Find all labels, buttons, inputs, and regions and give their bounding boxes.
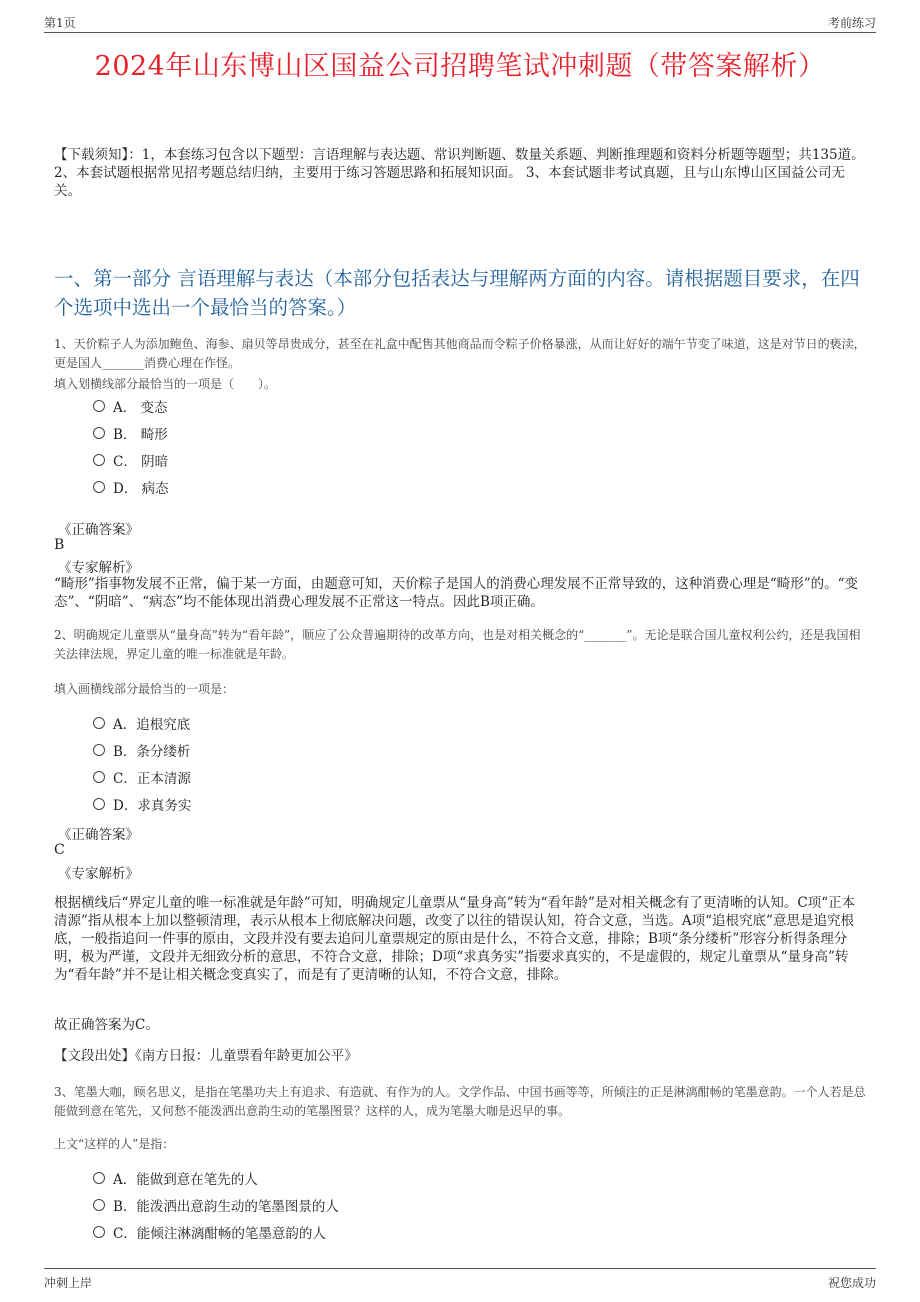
q2-analysis-label: 《专家解析》 (58, 866, 139, 882)
page-footer (44, 1268, 876, 1297)
radio-icon[interactable] (93, 1226, 105, 1238)
header-tag: 考前练习 (827, 16, 876, 30)
question-1-stem: 1、天价粽子人为添加鲍鱼、海参、扇贝等昂贵成分，甚至在礼盒中配售其他商品而令粽子价格暴涨，从而让好好的端午节变了味道，这是对节日的亵渎，更是国人_______消费心理在作怪。 (54, 337, 866, 370)
question-2-stem: 2、明确规定儿童票从“量身高”转为“看年龄”，顺应了公众普遍期待的改革方向，也是对相关概念的“_______”。无论是联合国儿童权利公约，还是我国相关法律法规，界定儿童的唯一标准就是年龄。 (54, 628, 861, 661)
footer-right-text: 祝您成功 (827, 1276, 876, 1290)
question-3-stem: 3、笔墨大咖，顾名思义，是指在笔墨功夫上有追求、有造就、有作为的人。文学作品、中国书画等等，所倾注的正是淋漓酣畅的笔墨意韵。一个人若是总能做到意在笔先，又何愁不能泼洒出意韵生动的笔墨图景？这样的人，成为笔墨大咖是迟早的事。 (54, 1085, 866, 1118)
q1-analysis-label: 《专家解析》 (58, 560, 139, 576)
q2-answer-label: 《正确答案》 (58, 827, 139, 843)
section-heading: 一、第一部分 言语理解与表达（本部分包括表达与理解两方面的内容。请根据题目要求，在四个选项中选出一个最恰当的答案。） (54, 267, 860, 319)
download-notice: 【下载须知】：1，本套练习包含以下题型：言语理解与表达题、常识判断题、数量关系题、判断推理题和资料分析题等题型；共135道。 2、本套试题根据常见招考题总结归纳，主要用于练习答题思路和拓展知识面。 3、本套试题非考试真题，且与山东博山区国益公司无关。 (54, 147, 865, 199)
question-1-prompt: 填入划横线部分最恰当的一项是（ ）。 (54, 377, 277, 391)
radio-icon[interactable] (93, 798, 105, 810)
q2-analysis: 根据横线后“界定儿童的唯一标准就是年龄”可知，明确规定儿童票从“量身高”转为“看年龄”是对相关概念有了更清晰的认知。C项“正本清源”指从根本上加以整顿清理，表示从根本上彻底解决问题，改变了以往的错误认知，符合文意，当选。A项“追根究底”意思是追究根底，一般指追问一件事的原由，文段并没有要去追问儿童票规定的原由是什么，不符合文意，排除；B项“条分缕析”形容分析得条理分明，极为严谨，文段并无细致分析的意思，不符合文意，排除；D项“求真务实”指要求真实的，不是虚假的，规定儿童票从“量身高”转为“看年龄”并不是让相关概念变真实了，而是有了更清晰的认知，不符合文意，排除。 (54, 895, 856, 983)
radio-icon[interactable] (93, 1199, 105, 1211)
page-number: 第1页 (44, 16, 76, 30)
radio-icon[interactable] (93, 717, 105, 729)
radio-icon[interactable] (93, 744, 105, 756)
q1-analysis: “畸形”指事物发展不正常，偏于某一方面，由题意可知，天价粽子是国人的消费心理发展不正常导致的，这种消费心理是“畸形”的。“变态”、“阴暗”、“病态”均不能体现出消费心理发展不正常这一特点。因此B项正确。 (54, 576, 859, 610)
radio-icon[interactable] (93, 481, 105, 493)
q1-answer-label: 《正确答案》 (58, 522, 139, 538)
question-3-prompt: 上文“这样的人”是指： (54, 1137, 175, 1151)
radio-icon[interactable] (93, 454, 105, 466)
q2-source: 【文段出处】《南方日报：儿童票看年龄更加公平》 (54, 1048, 358, 1064)
radio-icon[interactable] (93, 771, 105, 783)
question-2-prompt: 填入画横线部分最恰当的一项是： (54, 682, 235, 696)
q2-answer: C (54, 842, 65, 858)
radio-icon[interactable] (93, 1172, 105, 1184)
document-title: 2024年山东博山区国益公司招聘笔试冲刺题（带答案解析） (94, 51, 826, 82)
q1-answer: B (54, 537, 65, 553)
radio-icon[interactable] (93, 400, 105, 412)
page-header (44, 12, 876, 33)
q2-conclusion: 故正确答案为C。 (54, 1017, 159, 1033)
footer-left-text: 冲刺上岸 (44, 1276, 93, 1290)
radio-icon[interactable] (93, 427, 105, 439)
